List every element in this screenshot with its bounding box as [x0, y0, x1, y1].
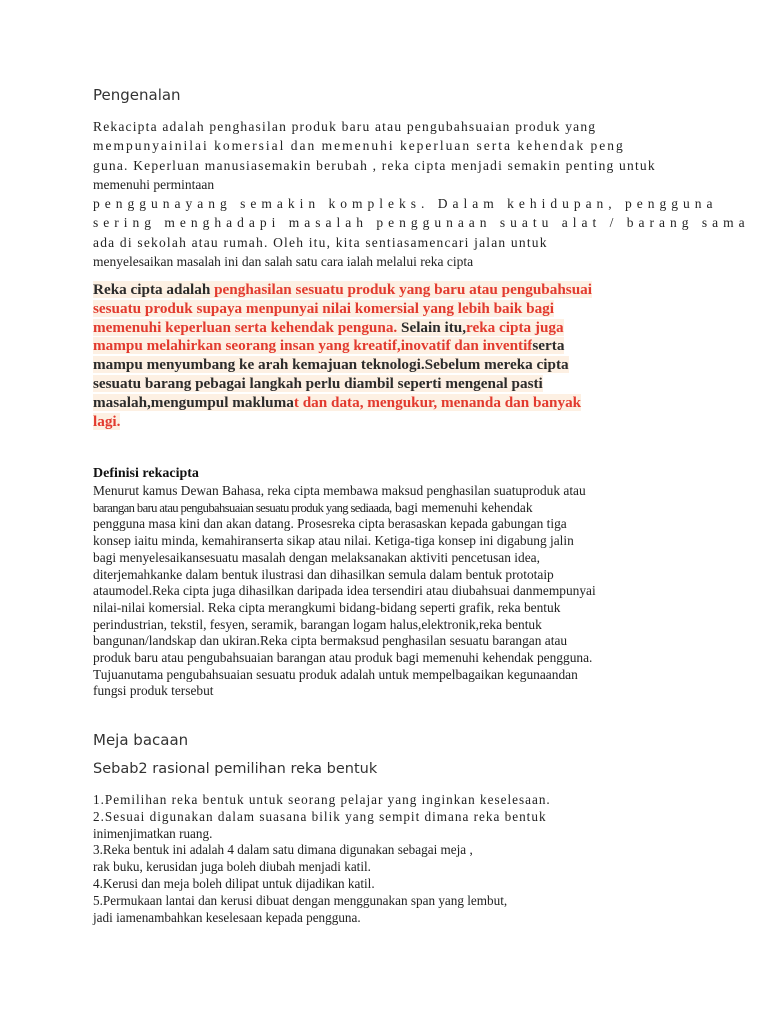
intro-line: sering menghadapi masalah penggunaan suatu alat / barang sama	[93, 215, 750, 231]
intro-line: menyelesaikan masalah ini dan salah satu cara ialah melalui reka cipta	[93, 254, 474, 270]
heading-sebab-rasional: Sebab2 rasional pemilihan reka bentuk	[93, 761, 378, 777]
highlight-text: sesuatu barang pebagai langkah perlu diambil seperti mengenal pasti	[93, 374, 543, 392]
intro-line: ada di sekolah atau rumah. Oleh itu, kita sentiasamencari jalan untuk	[93, 234, 548, 250]
definition-line: pengguna masa kini dan akan datang. Prosesreka cipta berasaskan kepada gabungan tiga	[93, 516, 567, 532]
highlight-red-text: t dan data, mengukur, menanda dan banyak	[293, 393, 582, 411]
definition-line: perindustrian, tekstil, fesyen, seramik, barangan logam halus,elektronik,reka bentuk	[93, 616, 542, 632]
list-item: jadi iamenambahkan keselesaan kepada pengguna.	[93, 909, 361, 925]
definition-line: ataumodel.Reka cipta juga dihasilkan daripada idea tersendiri atau diubahsuai danmempunyai	[93, 583, 596, 599]
list-item: 3.Reka bentuk ini adalah 4 dalam satu dimana digunakan sebagai meja ,	[93, 842, 473, 858]
definition-line: bagi menyelesaikansesuatu masalah dengan melaksanakan aktiviti pencetusan idea,	[93, 549, 540, 565]
intro-line: guna. Keperluan manusiasemakin berubah , reka cipta menjadi semakin penting untuk	[93, 157, 656, 173]
highlight-text: serta	[532, 337, 565, 355]
highlight-text: mampu menyumbang ke arah kemajuan teknologi.Sebelum mereka cipta	[93, 356, 569, 374]
highlight-red-text: lagi.	[93, 412, 121, 430]
intro-paragraph	[93, 117, 750, 271]
list-item: 5.Permukaan lantai dan kerusi dibuat dengan menggunakan span yang lembut,	[93, 892, 508, 908]
definition-line: bangunan/landskap dan ukiran.Reka cipta bermaksud penghasilan sesuatu barangan atau	[93, 633, 568, 649]
list-item: 2.Sesuai digunakan dalam suasana bilik yang sempit dimana reka bentuk	[93, 808, 547, 824]
highlight-text: Selain itu,	[397, 318, 467, 336]
definition-line: fungsi produk tersebut	[93, 683, 214, 699]
definition-line: diterjemahkanke dalam bentuk ilustrasi dan dihasilkan semula dalam bentuk prototaip	[93, 566, 554, 582]
list-item: 4.Kerusi dan meja boleh dilipat untuk dijadikan katil.	[93, 875, 375, 891]
definition-line: konsep iaitu minda, kemahiranserta sikap atau nilai. Ketiga-tiga konsep ini digabung jalin	[93, 533, 574, 549]
definition-line: Tujuanutama pengubahsuaian sesuatu produk adalah untuk mempelbagaikan kegunaandan	[93, 666, 578, 682]
list-item: rak buku, kerusidan juga boleh diubah menjadi katil.	[93, 859, 371, 875]
definition-line	[93, 500, 673, 517]
definition-title: Definisi rekacipta	[93, 466, 199, 481]
definition-text: barangan baru atau pengubahsuaian sesuatu produk yang sediaada,	[93, 500, 392, 515]
highlight-text: masalah,mengumpul makluma	[93, 393, 294, 411]
definition-paragraph	[93, 483, 673, 700]
reasons-list	[93, 792, 653, 926]
intro-line: memenuhi permintaan	[93, 176, 215, 192]
highlight-red-text: mampu melahirkan seorang insan yang kreatif,inovatif dan inventif	[93, 337, 533, 355]
highlight-red-text: sesuatu produk supaya menpunyai nilai komersial yang lebih baik bagi	[93, 299, 554, 317]
heading-pengenalan: Pengenalan	[93, 86, 181, 104]
highlighted-paragraph	[93, 281, 663, 431]
highlight-red-text: penghasilan sesuatu produk yang baru atau pengubahsuai	[214, 281, 592, 298]
definition-line: produk baru atau pengubahsuaian barangan atau produk bagi memenuhi kehendak pengguna.	[93, 650, 593, 666]
highlight-text: Reka cipta adalah	[93, 281, 215, 298]
intro-line: Rekacipta adalah penghasilan produk baru atau pengubahsuaian produk yang	[93, 119, 597, 134]
definition-text: bagi memenuhi kehendak	[391, 499, 533, 515]
list-item: 1.Pemilihan reka bentuk untuk seorang pelajar yang inginkan keselesaan.	[93, 792, 551, 807]
list-item: inimenjimatkan ruang.	[93, 825, 213, 841]
heading-meja-bacaan: Meja bacaan	[93, 731, 189, 749]
definition-text: Menurut kamus Dewan Bahasa, reka cipta membawa maksud penghasilan suatuproduk atau	[93, 483, 586, 498]
intro-line: penggunayang semakin kompleks. Dalam kehidupan, pengguna	[93, 196, 718, 212]
highlight-red-text: reka cipta juga	[466, 318, 564, 336]
intro-line: mempunyainilai komersial dan memenuhi keperluan serta kehendak peng	[93, 138, 625, 154]
highlight-red-text: memenuhi keperluan serta kehendak penguna.	[93, 318, 398, 336]
definition-line	[93, 483, 673, 500]
definition-line: nilai-nilai komersial. Reka cipta merangkumi bidang-bidang seperti grafik, reka bentuk	[93, 599, 561, 615]
